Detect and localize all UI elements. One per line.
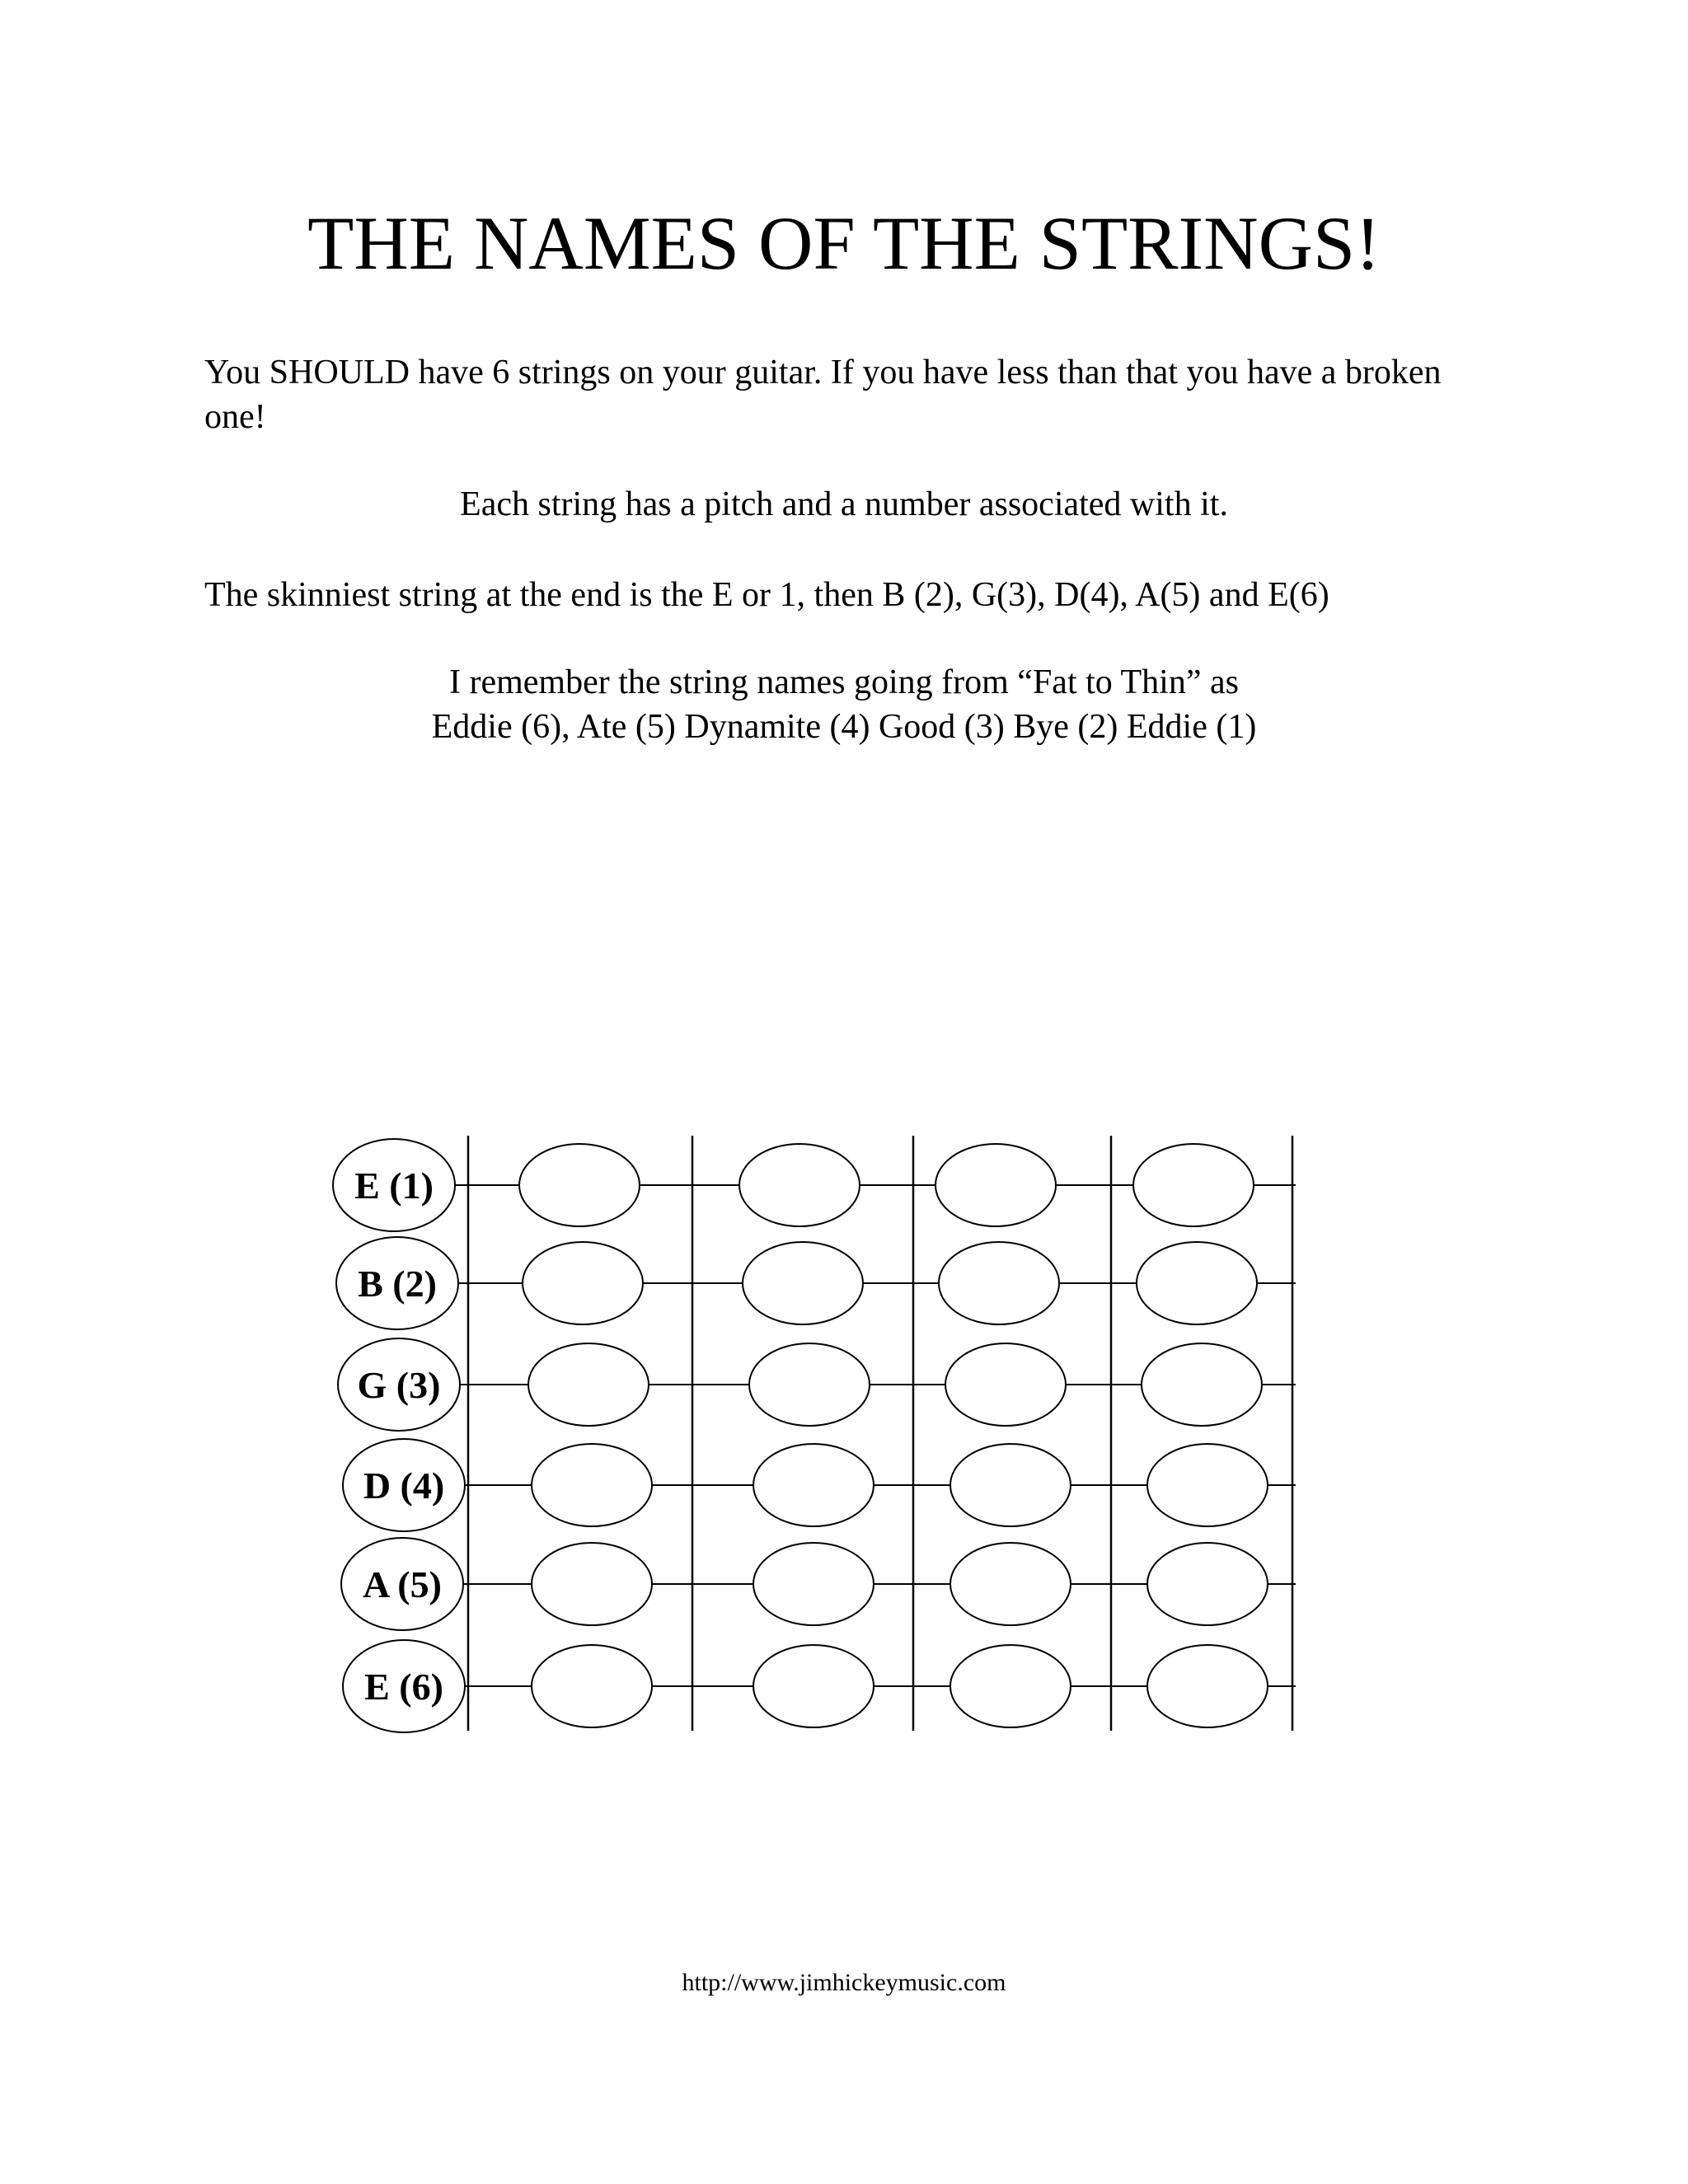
skinniest-string-paragraph: The skinniest string at the end is the E or 1, then B (2), G(3), D(4), A(5) and E(6) — [204, 576, 1329, 614]
note-oval[interactable] — [753, 1645, 874, 1727]
note-oval[interactable] — [528, 1343, 649, 1426]
note-oval[interactable] — [1147, 1543, 1268, 1625]
note-oval[interactable] — [935, 1144, 1056, 1226]
note-oval[interactable] — [1147, 1645, 1268, 1727]
string-label: D (4) — [363, 1465, 445, 1507]
note-oval[interactable] — [945, 1343, 1066, 1426]
note-oval[interactable] — [743, 1242, 863, 1324]
note-oval[interactable] — [519, 1144, 640, 1226]
string-row — [338, 1338, 1296, 1431]
note-oval[interactable] — [749, 1343, 870, 1426]
note-oval[interactable] — [532, 1444, 652, 1526]
note-oval[interactable] — [1147, 1444, 1268, 1526]
string-row — [336, 1237, 1296, 1329]
note-oval[interactable] — [739, 1144, 860, 1226]
string-label: E (1) — [354, 1165, 434, 1207]
mnemonic-line-2: Eddie (6), Ate (5) Dynamite (4) Good (3) Bye (2) Eddie (1) — [431, 708, 1257, 746]
mnemonic-line-1: I remember the string names going from “Fat to Thin” as — [449, 663, 1239, 701]
string-label: B (2) — [358, 1263, 437, 1305]
string-row — [341, 1538, 1296, 1630]
pitch-number-paragraph: Each string has a pitch and a number associated with it. — [460, 485, 1228, 523]
string-row — [333, 1139, 1296, 1231]
note-oval[interactable] — [532, 1543, 652, 1625]
string-row — [343, 1439, 1296, 1531]
note-oval[interactable] — [1137, 1242, 1257, 1324]
note-oval[interactable] — [939, 1242, 1059, 1324]
note-oval[interactable] — [950, 1444, 1071, 1526]
note-oval[interactable] — [523, 1242, 643, 1324]
page-title: THE NAMES OF THE STRINGS! — [307, 201, 1381, 285]
string-row — [343, 1640, 1296, 1732]
string-rows — [333, 1139, 1296, 1732]
note-oval[interactable] — [1133, 1144, 1254, 1226]
note-oval[interactable] — [753, 1543, 874, 1625]
intro-paragraph: You SHOULD have 6 strings on your guitar. If you have less than that you have a broken one! — [204, 354, 1442, 436]
note-oval[interactable] — [753, 1444, 874, 1526]
note-oval[interactable] — [532, 1645, 652, 1727]
string-label: E (6) — [364, 1666, 443, 1708]
string-label: A (5) — [363, 1563, 442, 1605]
footer-url: http://www.jimhickeymusic.com — [682, 1969, 1006, 1996]
note-oval[interactable] — [1142, 1343, 1262, 1426]
note-oval[interactable] — [950, 1645, 1071, 1727]
note-oval[interactable] — [950, 1543, 1071, 1625]
string-label: G (3) — [357, 1364, 441, 1406]
